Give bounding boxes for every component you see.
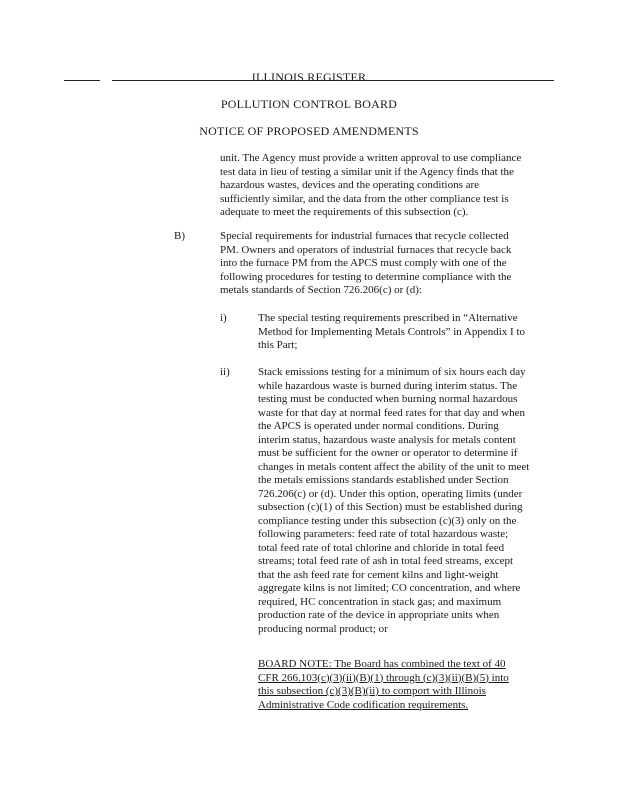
text-line: Stack emissions testing for a minimum of six hours each day (258, 366, 526, 378)
text-line: adequate to meet the requirements of this subsection (c). (220, 206, 469, 218)
text-line: The special testing requirements prescribed in “Alternative (258, 312, 518, 324)
text-line: changes in metals content affect the ability of the unit to meet (258, 460, 530, 473)
text-line: production rate of the device in appropriate units when (258, 609, 500, 621)
intro-paragraph (220, 152, 521, 220)
text-line: that the ash feed rate for cement kilns and light-weight (258, 568, 499, 581)
text-line: test data in lieu of testing a similar unit if the Agency finds that the (220, 165, 514, 178)
text-line: this subsection (c)(3)(B)(ii) to comport with Illinois (258, 685, 486, 697)
text-line: aggregate kilns is not limited; CO concentration, and where (258, 582, 521, 594)
text-line: interim status, hazardous waste analysis for metals content (258, 433, 516, 446)
text-line: must be sufficient for the owner or operator to determine if (258, 447, 518, 459)
text-line: CFR 266.103(c)(3)(ii)(B)(1) through (c)(3)(ii)(B)(5) into (258, 671, 509, 684)
text-line: this Part; (258, 339, 298, 351)
text-line: Method for Implementing Metals Controls” in Appendix I to (258, 325, 526, 338)
board-title: POLLUTION CONTROL BOARD (220, 97, 398, 111)
text-line: Administrative Code codification requirements. (258, 698, 469, 711)
item-i-label: i) (220, 312, 227, 324)
text-line: Special requirements for industrial furnaces that recycle collected (220, 230, 509, 242)
text-line: 726.206(c) or (d). Under this option, operating limits (under (258, 487, 523, 500)
text-line: metals standards of Section 726.206(c) or (d): (220, 284, 422, 296)
text-line: total feed rate of total chlorine and chloride in total feed (258, 541, 505, 554)
item-ii-paragraph (258, 366, 529, 636)
text-line: BOARD NOTE: The Board has combined the text of 40 (258, 658, 506, 670)
text-line: waste for that day at normal feed rates for that day and when (258, 406, 525, 419)
text-line: following procedures for testing to determine compliance with the (220, 270, 512, 283)
item-b-paragraph (220, 230, 511, 298)
text-line: producing normal product; or (258, 622, 388, 635)
text-line: unit. The Agency must provide a written approval to use compliance (220, 152, 522, 164)
text-line: into the furnace PM from the APCS must comply with one of the (220, 257, 507, 269)
item-b-label: B) (174, 230, 185, 242)
text-line: the APCS is operated under normal conditions. During (258, 420, 499, 432)
register-title: ILLINOIS REGISTER (251, 70, 367, 84)
board-note (258, 658, 509, 712)
text-line: while hazardous waste is burned during interim status. The (258, 379, 518, 392)
text-line: compliance testing under this subsection (c)(3) only on the (258, 514, 517, 527)
text-line: following parameters: feed rate of total hazardous waste; (258, 528, 509, 540)
text-line: streams; total feed rate of ash in total feed streams, except (258, 555, 514, 567)
item-ii-label: ii) (220, 366, 230, 378)
text-line: the metals emissions standards established under Section (258, 474, 509, 486)
text-line: sufficiently similar, and the data from the other compliance test is (220, 192, 509, 205)
text-line: subsection (c)(1) of this Section) must be established during (258, 501, 523, 513)
notice-title: NOTICE OF PROPOSED AMENDMENTS (199, 124, 419, 138)
text-line: hazardous wastes, devices and the operating conditions are (220, 179, 480, 191)
item-i-paragraph (258, 312, 525, 353)
text-line: testing must be conducted when burning normal hazardous (258, 393, 518, 405)
text-line: PM. Owners and operators of industrial furnaces that recycle back (220, 243, 512, 256)
text-line: required, HC concentration in stack gas; and maximum (258, 595, 502, 608)
